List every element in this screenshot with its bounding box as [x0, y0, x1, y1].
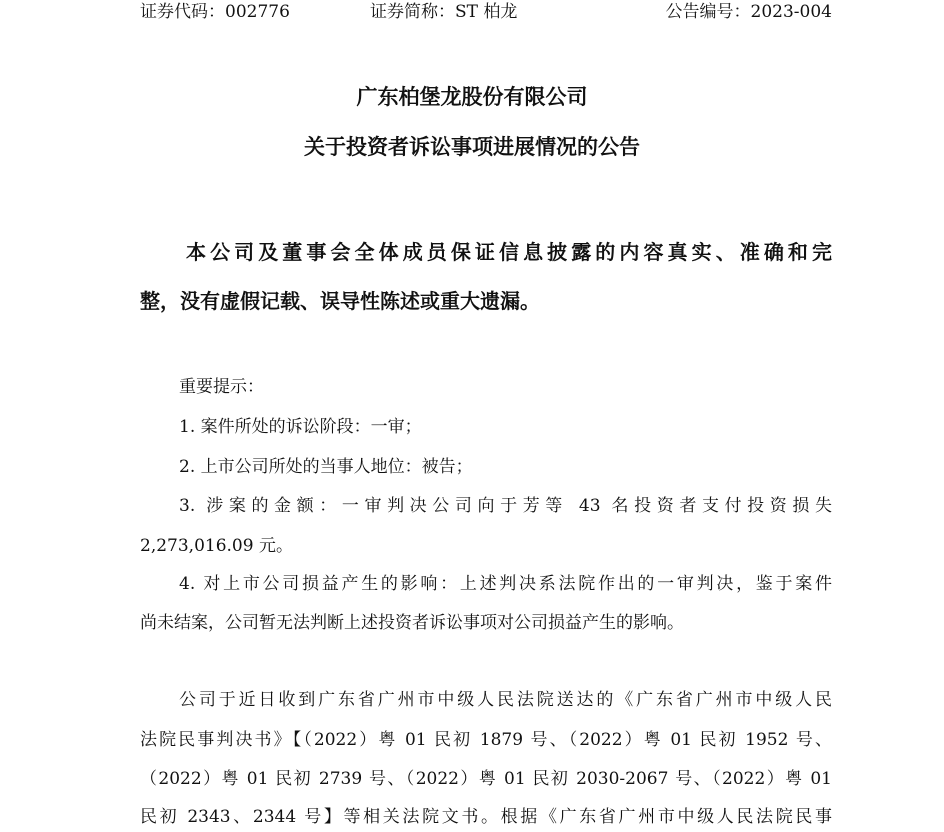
tip-item-4-line-2: 尚未结案，公司暂无法判断上述投资者诉讼事项对公司损益产生的影响。	[140, 613, 684, 633]
tip-item-1: 1. 案件所处的诉讼阶段：一审；	[179, 417, 422, 437]
body-line-4: 民初 2343、2344 号】等相关法院文书。根据《广东省广州市中级人民法院民事	[140, 807, 832, 827]
board-statement-line-2: 整，没有虚假记载、误导性陈述或重大遗漏。	[140, 289, 540, 313]
security-abbreviation: 证券简称：ST 柏龙	[370, 2, 518, 22]
security-code: 证券代码：002776	[140, 2, 290, 22]
body-line-1: 公司于近日收到广东省广州市中级人民法院送达的《广东省广州市中级人民	[179, 690, 832, 710]
board-statement-line-1: 本公司及董事会全体成员保证信息披露的内容真实、准确和完	[186, 240, 832, 264]
tip-item-3-line-1: 3. 涉案的金额：一审判决公司向于芳等 43 名投资者支付投资损失	[179, 496, 832, 516]
tip-item-4-line-1: 4. 对上市公司损益产生的影响：上述判决系法院作出的一审判决，鉴于案件	[179, 574, 832, 594]
body-line-2: 法院民事判决书》【（2022）粤 01 民初 1879 号、（2022）粤 01 民初 1952 号、	[140, 730, 832, 750]
tip-item-2: 2. 上市公司所处的当事人地位：被告；	[179, 457, 473, 477]
announcement-title: 关于投资者诉讼事项进展情况的公告	[304, 135, 640, 159]
tip-item-3-line-2: 2,273,016.09 元。	[140, 536, 293, 556]
body-line-3: （2022）粤 01 民初 2739 号、（2022）粤 01 民初 2030-2067 号、（2022）粤 01	[140, 769, 832, 789]
announcement-number: 公告编号：2023-004	[665, 2, 832, 22]
company-name-title: 广东柏堡龙股份有限公司	[356, 85, 588, 109]
tips-heading: 重要提示：	[179, 377, 264, 397]
